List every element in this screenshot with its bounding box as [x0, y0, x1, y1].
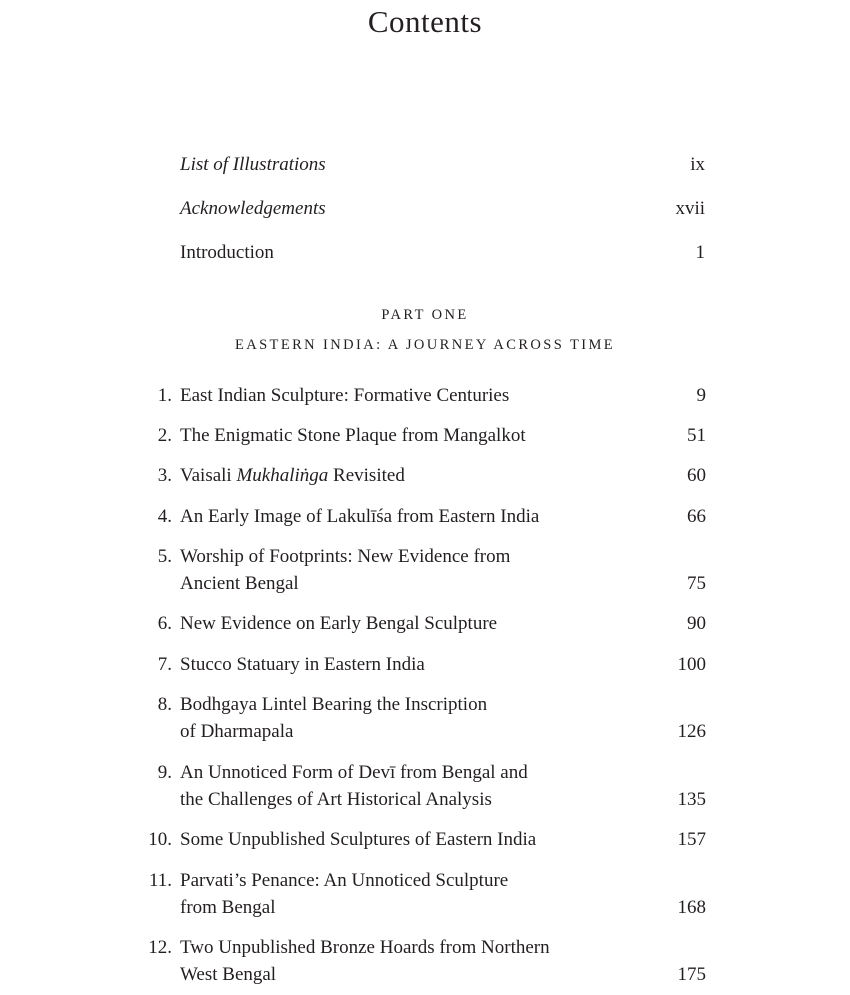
chapter-title-continued: from Bengal — [180, 897, 276, 918]
toc-entry-introduction[interactable] — [180, 238, 705, 268]
chapter-number: 1. — [157, 385, 172, 406]
toc-chapter-2[interactable] — [130, 422, 706, 449]
toc-chapter-5[interactable] — [130, 543, 706, 597]
chapter-title: Stucco Statuary in Eastern India — [180, 654, 425, 675]
toc-chapter-7[interactable] — [130, 651, 706, 678]
toc-chapter-11[interactable] — [130, 867, 706, 921]
chapter-title-part: Vaisali — [180, 465, 237, 486]
chapter-number: 4. — [157, 506, 172, 527]
chapter-page: 135 — [677, 789, 706, 810]
chapter-page: 75 — [687, 573, 706, 594]
chapter-number: 10. — [148, 829, 172, 850]
chapter-title-continued: of Dharmapala — [180, 721, 294, 742]
toc-chapter-12[interactable] — [130, 934, 706, 988]
chapter-page: 168 — [677, 897, 706, 918]
chapter-title-italic: Mukhaliṅga — [236, 465, 329, 486]
chapter-title: Worship of Footprints: New Evidence from — [180, 546, 511, 567]
chapter-title-continued: Ancient Bengal — [180, 573, 299, 594]
toc-entry-page: ix — [690, 154, 705, 175]
part-label: PART ONE — [381, 307, 469, 323]
chapter-title: An Unnoticed Form of Devī from Bengal and — [180, 762, 528, 783]
chapter-number: 9. — [157, 762, 172, 783]
toc-entry-label: Acknowledgements — [180, 198, 326, 219]
toc-chapter-6[interactable] — [130, 610, 706, 637]
chapter-title: New Evidence on Early Bengal Sculpture — [180, 613, 498, 634]
chapter-number: 8. — [157, 694, 172, 715]
chapter-number: 5. — [157, 546, 172, 567]
chapter-page: 175 — [677, 964, 706, 985]
chapter-title: The Enigmatic Stone Plaque from Mangalkot — [180, 425, 526, 446]
chapter-title: An Early Image of Lakulīśa from Eastern India — [180, 506, 540, 527]
chapter-number: 7. — [157, 654, 172, 675]
chapter-title-part: Revisited — [328, 465, 405, 486]
chapter-title: East Indian Sculpture: Formative Centuries — [180, 385, 510, 406]
toc-entry-acknowledgements[interactable] — [180, 194, 705, 224]
chapter-page: 51 — [687, 425, 706, 446]
toc-chapter-4[interactable] — [130, 503, 706, 530]
chapter-number: 11. — [148, 870, 172, 891]
chapter-page: 60 — [687, 465, 706, 486]
chapter-number: 3. — [157, 465, 172, 486]
chapter-page: 157 — [677, 829, 706, 850]
chapter-title — [180, 462, 640, 489]
part-title: EASTERN INDIA: A JOURNEY ACROSS TIME — [234, 337, 616, 353]
toc-chapter-1[interactable] — [130, 382, 706, 409]
toc-entry-page: xvii — [675, 198, 705, 219]
chapter-page: 126 — [677, 721, 706, 742]
toc-chapter-10[interactable] — [130, 826, 706, 853]
chapter-title-continued: the Challenges of Art Historical Analysis — [180, 789, 492, 810]
chapter-page: 100 — [677, 654, 706, 675]
chapter-title: Some Unpublished Sculptures of Eastern India — [180, 829, 537, 850]
toc-chapter-9[interactable] — [130, 759, 706, 813]
page-title: Contents — [367, 4, 483, 39]
toc-entry-label: List of Illustrations — [180, 154, 326, 175]
chapter-title: Parvati’s Penance: An Unnoticed Sculpture — [180, 870, 509, 891]
chapter-title: Bodhgaya Lintel Bearing the Inscription — [180, 694, 488, 715]
chapter-page: 9 — [696, 385, 706, 406]
toc-entry-list-of-illustrations[interactable] — [180, 150, 705, 180]
chapter-number: 2. — [157, 425, 172, 446]
chapter-page: 66 — [687, 506, 706, 527]
toc-entry-label: Introduction — [180, 242, 274, 263]
chapter-page: 90 — [687, 613, 706, 634]
toc-entry-page: 1 — [695, 242, 705, 263]
toc-chapter-8[interactable] — [130, 691, 706, 745]
chapter-title: Two Unpublished Bronze Hoards from Northern — [180, 937, 550, 958]
chapter-title-continued: West Bengal — [180, 964, 277, 985]
chapter-number: 12. — [148, 937, 172, 958]
toc-chapter-3[interactable] — [130, 462, 706, 489]
chapter-number: 6. — [157, 613, 172, 634]
